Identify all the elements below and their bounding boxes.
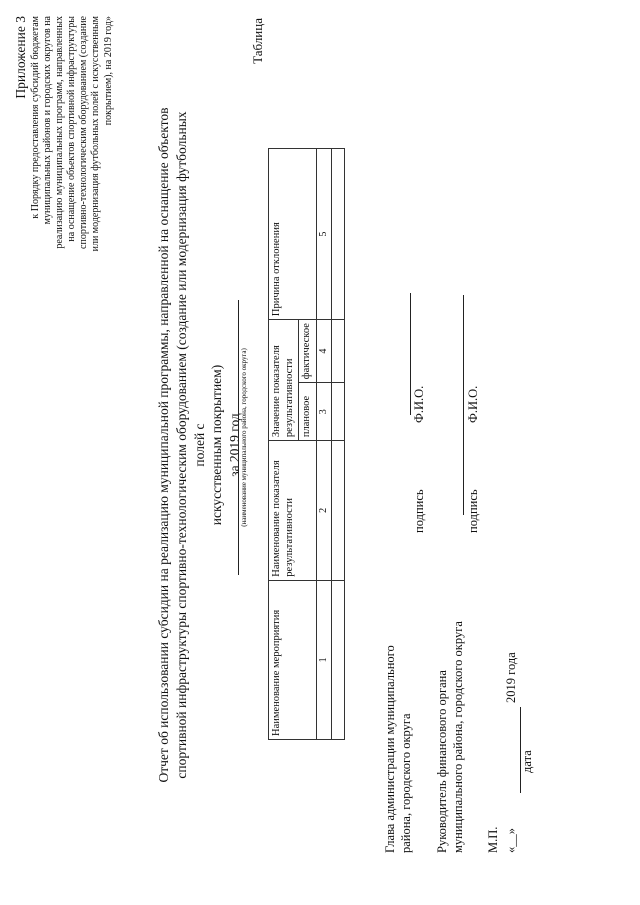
column-number: 1 bbox=[316, 580, 331, 739]
report-title bbox=[155, 95, 244, 795]
header-actual: фактическое bbox=[299, 320, 317, 383]
finance-title-line: Руководитель финансового органа bbox=[435, 670, 449, 853]
table-label: Таблица bbox=[250, 18, 265, 64]
appendix-line: покрытием), на 2019 год» bbox=[102, 16, 114, 126]
header-planned: плановое bbox=[299, 383, 317, 441]
column-number: 3 bbox=[316, 383, 331, 441]
finance-signature-title bbox=[434, 621, 467, 853]
title-line: спортивной инфраструктуры спортивно-технологическим оборудованием (создание или модернизация футбольных полей с bbox=[173, 111, 207, 779]
finance-name-line[interactable] bbox=[463, 295, 464, 475]
table-header-row bbox=[269, 149, 299, 740]
column-number-row bbox=[316, 149, 331, 740]
head-title-line: района, городского округа bbox=[399, 713, 414, 853]
table-cell[interactable] bbox=[331, 149, 344, 320]
report-table bbox=[268, 148, 345, 740]
header-reason: Причина отклонения bbox=[269, 149, 317, 320]
head-title-line: Глава администрации муниципального bbox=[383, 645, 397, 853]
table-cell[interactable] bbox=[331, 320, 344, 383]
table-cell[interactable] bbox=[331, 441, 344, 581]
head-signature-line[interactable] bbox=[410, 293, 411, 415]
municipality-caption: (наименование муниципального района, городского округа) bbox=[238, 300, 248, 575]
finance-signature-label: подпись bbox=[466, 489, 480, 533]
table-cell[interactable] bbox=[331, 580, 344, 739]
title-line: искусственным покрытием) bbox=[209, 364, 225, 526]
date-prefix: «__» bbox=[504, 828, 518, 853]
appendix-line: или модернизация футбольных полей с искусственным bbox=[90, 16, 102, 252]
appendix-line: спортивно-технологическим оборудованием (создание bbox=[78, 16, 90, 249]
appendix-line: на оснащение объектов спортивной инфраструктуры bbox=[66, 16, 78, 242]
stamp-label: М.П. bbox=[486, 826, 500, 853]
column-number: 2 bbox=[316, 441, 331, 581]
head-name-label: Ф.И.О. bbox=[412, 385, 426, 423]
header-indicator-value: Значение показателя результативности bbox=[269, 320, 299, 441]
appendix-line: к Порядку предоставления субсидий бюджетам bbox=[29, 16, 41, 219]
date-label: дата bbox=[520, 750, 534, 773]
header-indicator-name: Наименование показателя результативности bbox=[269, 441, 317, 581]
table-cell[interactable] bbox=[331, 383, 344, 441]
appendix-line: муниципальных районов и городских округов на bbox=[41, 16, 53, 225]
finance-name-label: Ф.И.О. bbox=[466, 385, 480, 423]
table-row bbox=[331, 149, 344, 740]
appendix-heading: Приложение 3 bbox=[13, 16, 28, 99]
column-number: 4 bbox=[316, 320, 331, 383]
head-signature-label: подпись bbox=[412, 489, 426, 533]
title-line: за 2019 год bbox=[227, 413, 243, 477]
appendix-line: реализацию муниципальных программ, направленных bbox=[53, 16, 65, 249]
finance-title-line: муниципального района, городского округа bbox=[451, 621, 466, 853]
date-year: 2019 года bbox=[504, 652, 518, 703]
head-signature-title bbox=[382, 645, 415, 853]
title-line: Отчет об использовании субсидии на реализацию муниципальной программы, направленной на оснащение объектов bbox=[156, 107, 171, 783]
column-number: 5 bbox=[316, 149, 331, 320]
header-event: Наименование мероприятия bbox=[269, 580, 317, 739]
appendix-header bbox=[12, 16, 115, 296]
